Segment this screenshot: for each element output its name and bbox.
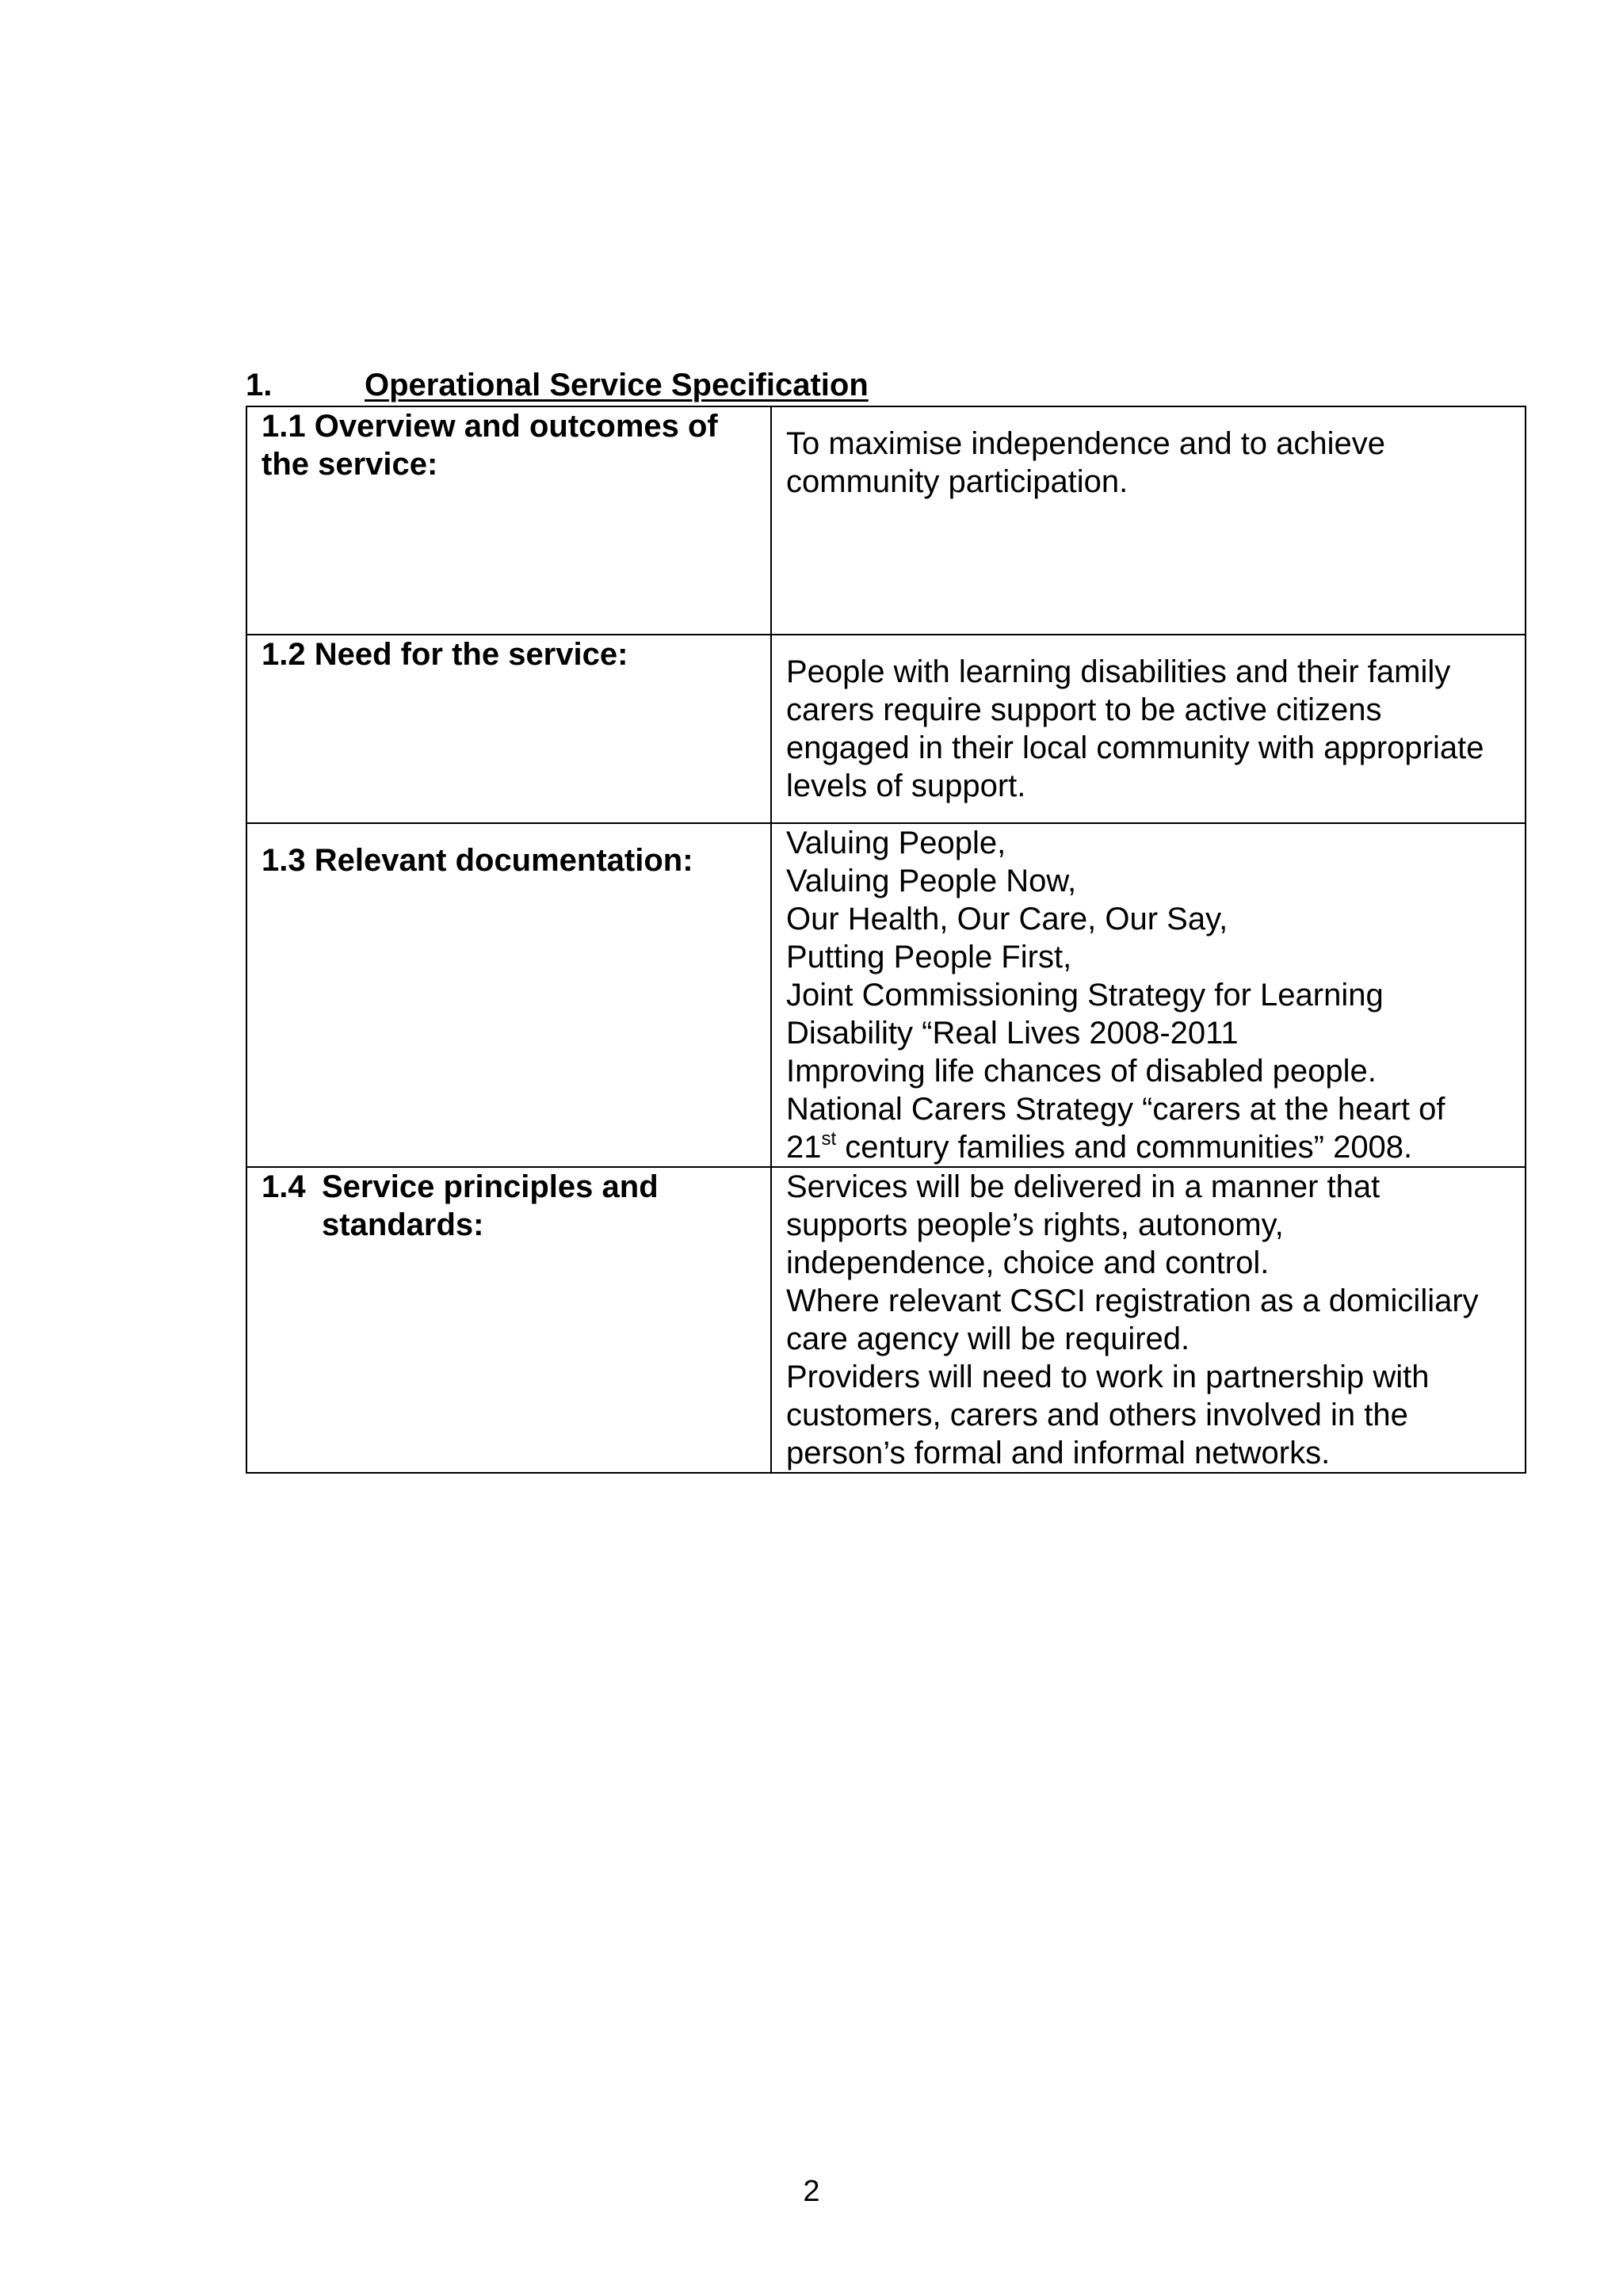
- row-content-line: care agency will be required.: [786, 1322, 1190, 1356]
- row-content-line: customers, carers and others involved in the: [786, 1398, 1408, 1432]
- section-number: 1.: [246, 368, 273, 402]
- row-content-line: Putting People First,: [786, 940, 1072, 974]
- row-content-line: Providers will need to work in partnership with: [786, 1360, 1430, 1394]
- row-label-line: 1.2 Need for the service:: [262, 637, 628, 672]
- row-content-line: independence, choice and control.: [786, 1245, 1270, 1280]
- row-content-cell: [771, 823, 1526, 1167]
- row-label-cell: [246, 406, 771, 635]
- table-row: [246, 823, 1526, 1167]
- row-label-line: 1.3 Relevant documentation:: [262, 843, 693, 878]
- row-content-line: Valuing People,: [786, 826, 1006, 860]
- row-content-line: Our Health, Our Care, Our Say,: [786, 902, 1228, 936]
- row-content-line: carers require support to be active citizens: [786, 692, 1382, 727]
- row-label-cell: [246, 635, 771, 823]
- row-content-line: community participation.: [786, 464, 1128, 499]
- row-content-line: People with learning disabilities and their family: [786, 654, 1451, 689]
- row-content-line: Improving life chances of disabled people.: [786, 1054, 1377, 1089]
- row-label-number: 1.4: [262, 1169, 306, 1204]
- row-label-line: standards:: [322, 1207, 484, 1242]
- row-content-line: person’s formal and informal networks.: [786, 1436, 1331, 1470]
- row-label-cell: [246, 823, 771, 1167]
- ordinal-number: 21: [786, 1130, 822, 1165]
- row-content-cell: [771, 1167, 1526, 1473]
- row-content-line: Joint Commissioning Strategy for Learning: [786, 978, 1384, 1013]
- table-row: [246, 406, 1526, 635]
- row-label-line: [262, 1168, 759, 1206]
- specification-table: [246, 406, 1526, 1474]
- section-title: Operational Service Specification: [365, 368, 869, 402]
- row-label-line: the service:: [262, 447, 438, 482]
- section-heading: [246, 366, 869, 404]
- row-content-line-ordinal: [786, 1128, 1514, 1166]
- table-row: [246, 635, 1526, 823]
- row-content-line: To maximise independence and to achieve: [786, 426, 1386, 461]
- row-label-cell: [246, 1167, 771, 1473]
- row-content-cell: [771, 635, 1526, 823]
- row-content-line: Disability “Real Lives 2008-2011: [786, 1016, 1239, 1051]
- row-content-line: supports people’s rights, autonomy,: [786, 1207, 1284, 1242]
- table-row: [246, 1167, 1526, 1473]
- row-content-line: engaged in their local community with appropriate: [786, 730, 1484, 765]
- row-content-line: levels of support.: [786, 769, 1026, 803]
- row-content-cell: [771, 406, 1526, 635]
- row-content-line: Where relevant CSCI registration as a domiciliary: [786, 1283, 1479, 1318]
- ordinal-suffix: st: [821, 1128, 837, 1150]
- ordinal-line-rest: century families and communities” 2008.: [836, 1130, 1413, 1165]
- row-content-line: Services will be delivered in a manner that: [786, 1169, 1381, 1204]
- row-content-line: National Carers Strategy “carers at the heart of: [786, 1092, 1445, 1127]
- row-content-line: Valuing People Now,: [786, 864, 1077, 898]
- row-label-line: 1.1 Overview and outcomes of: [262, 409, 718, 444]
- page-number: 2: [803, 2175, 820, 2208]
- row-label-text: Service principles and: [322, 1169, 659, 1204]
